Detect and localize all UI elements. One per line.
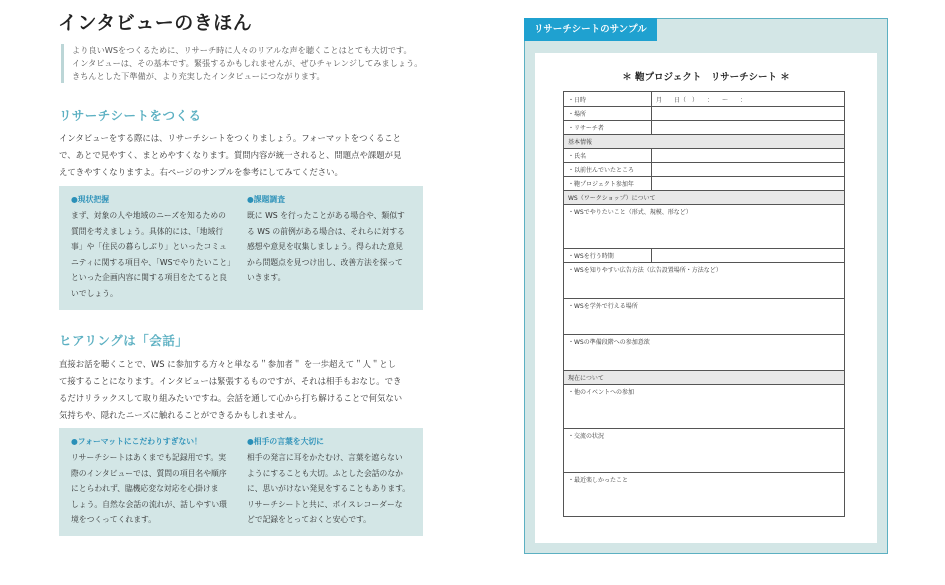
- body-line: て接することになります。インタビューは緊張するものですが、それは相手もおなじ。でき: [59, 376, 402, 386]
- row-label: ・交流の状況: [568, 433, 605, 440]
- row-label: ・他のイベントへの参加: [568, 389, 635, 396]
- intro-line: より良いWSをつくるために、リサーチ時に人々のリアルな声を聴くことはとても大切です。: [72, 45, 412, 55]
- body-line: 気持ちや、隠れたニーズに触れることができるかもしれません。: [59, 410, 302, 420]
- section2-tips-box: [59, 428, 423, 536]
- tip-line: 事」や「住民の暮らしぶり」といったコミュ: [71, 242, 227, 251]
- row-prev-address: [564, 163, 844, 177]
- row-ws-timing: [564, 249, 844, 263]
- row-label: ・最近楽しかったこと: [568, 477, 629, 484]
- row-recent-fun: [564, 473, 844, 517]
- row-other-events: [564, 385, 844, 429]
- research-sheet: [535, 53, 877, 543]
- tip-no-strict-format: [71, 436, 241, 530]
- tip-line: る WS の前例がある場合は、それらに対する: [247, 226, 405, 236]
- intro-line: インタビューは、その基本です。緊張するかもしれませんが、ぜひチャレンジしてみましょう。: [72, 58, 423, 68]
- row-current: [564, 371, 844, 385]
- tip-line: から問題点を見つけ出し、改善方法を探って: [247, 257, 403, 267]
- tip-line: 感想や意見を収集しましょう。得られた意見: [247, 242, 403, 251]
- tip-line: リサーチシートはあくまでも記録用です。実: [71, 453, 226, 462]
- row-ws-venue: [564, 299, 844, 335]
- row-label: ・日時: [564, 92, 652, 106]
- tip-value-words: [241, 436, 411, 530]
- sample-panel: [524, 18, 888, 554]
- tip-line: に、思いがけない発見をすることもあります。: [247, 484, 411, 493]
- intro-line: きちんとした下準備が、より充実したインタビューにつながります。: [72, 71, 325, 81]
- tip-line: 質問を考えましょう。具体的には、「地域行: [71, 226, 224, 236]
- intro-block: [61, 44, 421, 83]
- row-value: 月 日（ ） ： 〜 ：: [656, 96, 747, 104]
- body-line: るだけリラックスして取り組みたいですね。会話を通して心から打ち解けることで何気ない: [59, 393, 403, 403]
- row-label: ・鞄プロジェクト参加年: [564, 177, 652, 190]
- section1-tips-box: [59, 186, 423, 310]
- body-line: インタビューをする際には、リサーチシートをつくりましょう。フォーマットをつくること: [59, 133, 401, 143]
- tip-line: にとらわれず、臨機応変な対応を心掛けま: [71, 484, 219, 493]
- section2-body: [59, 356, 423, 424]
- tip-line: 相手の発言に耳をかたむけ、言葉を遮らない: [247, 453, 403, 462]
- row-heading: WS（ワークショップ）について: [568, 195, 656, 202]
- row-ws-want: [564, 205, 844, 249]
- tip-line: 既に WS を行ったことがある場合や、類似す: [247, 211, 405, 220]
- body-line: 直接お話を聴くことで、WS に参加する方々と単なる＂参加者＂ を一歩超えて＂人＂とし: [59, 359, 397, 369]
- tip-title: ●フォーマットにこだわりすぎない！: [71, 437, 202, 446]
- tip-title: ●現状把握: [71, 195, 109, 204]
- body-line: で、あとで見やすく、まとめやすくなります。質問内容が統一されると、問題点や課題が見: [59, 150, 402, 160]
- row-name: [564, 149, 844, 163]
- tip-line: いでしょう。: [71, 288, 118, 298]
- row-participation-year: [564, 177, 844, 191]
- row-label: ・以前住んでいたところ: [564, 163, 652, 176]
- row-heading: 基本情報: [568, 139, 593, 146]
- row-ws-prep: [564, 335, 844, 371]
- sample-tab-label: リサーチシートのサンプル: [524, 18, 657, 41]
- row-label: ・WSの準備段階への参加意欲: [568, 339, 650, 346]
- row-ws-promo: [564, 263, 844, 299]
- row-label: ・WSを学外で行える場所: [568, 303, 638, 310]
- sheet-form: [563, 91, 845, 517]
- body-line: えてきやすくなりますよ。右ページのサンプルを参考にしてみてください。: [59, 167, 343, 177]
- row-label: ・WSでやりたいこと（形式、規模、形など）: [568, 209, 692, 216]
- row-researcher: [564, 121, 844, 135]
- tip-issue-research: [241, 194, 411, 304]
- row-label: ・氏名: [564, 149, 652, 162]
- section-title-hearing: ヒアリングは「会話」: [59, 333, 189, 348]
- tip-line: しょう。自然な会話の流れが、話しやすい環: [71, 499, 227, 509]
- tip-line: どで記録をとっておくと安心です。: [247, 515, 371, 524]
- tip-line: ニティに関する項目や、「WSでやりたいこと」: [71, 257, 235, 267]
- row-label: ・場所: [564, 107, 652, 120]
- tip-line: まず、対象の人や地域のニーズを知るための: [71, 211, 226, 220]
- sheet-title: ＊ 鞄プロジェクト リサーチシート ＊: [622, 72, 790, 83]
- tip-title: ●相手の言葉を大切に: [247, 437, 324, 446]
- tip-line: 際のインタビューでは、質問の項目名や順序: [71, 468, 227, 478]
- row-label: ・リサーチ者: [564, 121, 652, 134]
- row-label: ・WSを知りやすい広告方法（広告設置場所・方法など）: [568, 267, 722, 274]
- section-title-research-sheet: リサーチシートをつくる: [59, 108, 202, 123]
- row-ws-about: [564, 191, 844, 205]
- row-date: [564, 92, 844, 107]
- tip-current-status: [71, 194, 241, 304]
- tip-line: リサーチシートと共に、ボイスレコーダーな: [247, 499, 403, 509]
- tip-line: といった企画内容に関する項目をたてると良: [71, 273, 227, 282]
- row-label: ・WSを行う時期: [564, 249, 652, 262]
- page-title: インタビューのきほん: [58, 12, 253, 34]
- row-transport: [564, 429, 844, 473]
- tip-title: ●課題調査: [247, 195, 285, 204]
- tip-line: ようにすることも大切。ふとした会話のなか: [247, 468, 403, 478]
- row-basic-info: [564, 135, 844, 149]
- section1-body: [59, 130, 423, 181]
- row-heading: 現在について: [568, 375, 604, 382]
- tip-line: いきます。: [247, 273, 286, 282]
- tip-line: 境をつくってくれます。: [71, 515, 156, 524]
- row-place: [564, 107, 844, 121]
